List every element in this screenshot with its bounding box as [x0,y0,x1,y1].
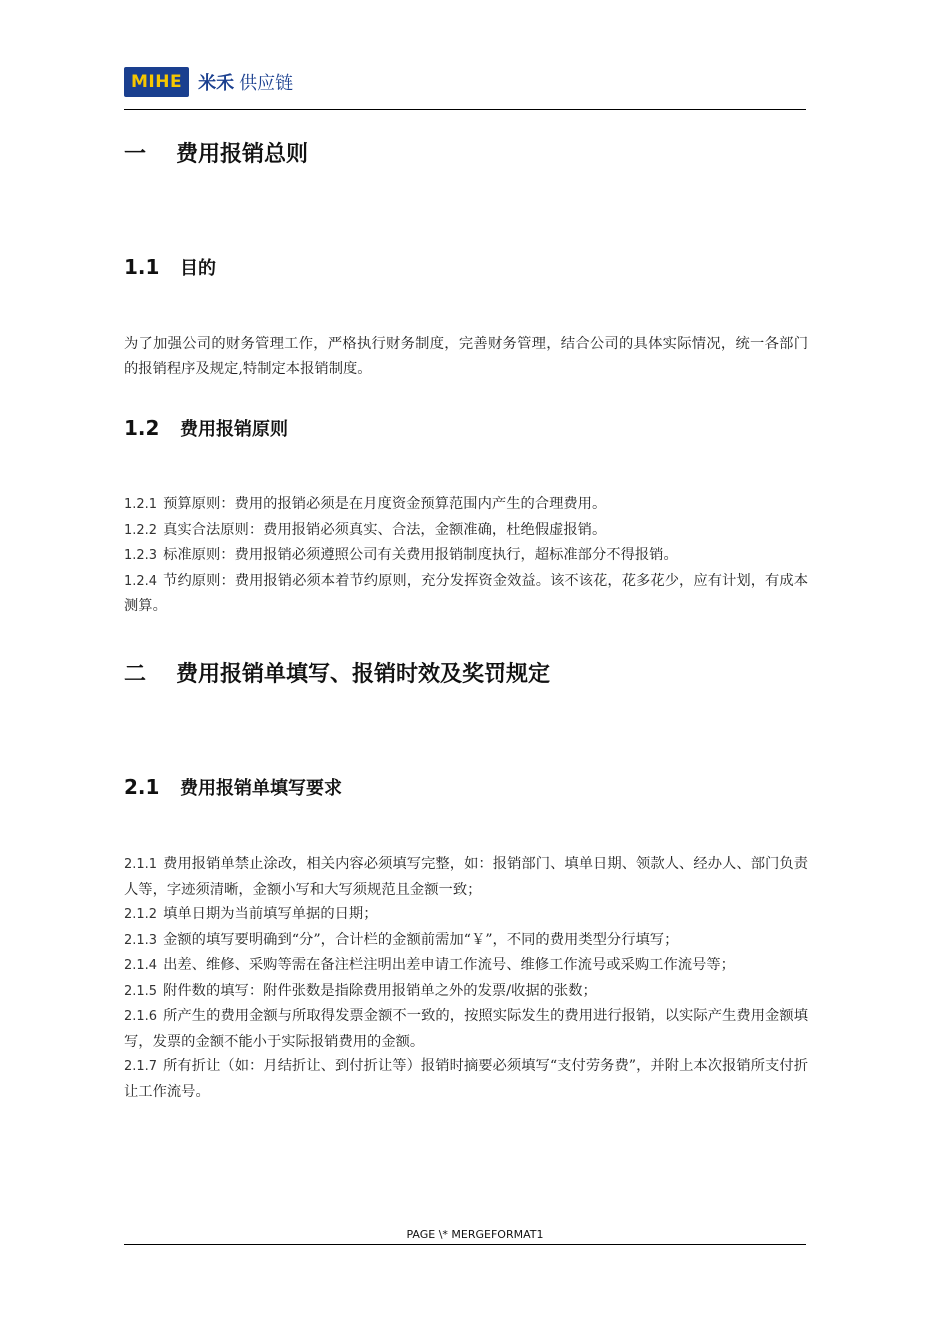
list-item: 2.1.1 费用报销单禁止涂改，相关内容必须填写完整，如：报销部门、填单日期、领款人、经办人、部门负责人等，字迹须清晰，金额小写和大写须规范且金额一致； [124,856,808,898]
heading-title: 费用报销原则 [180,419,288,440]
heading-1-2 [124,415,288,441]
paragraph-purpose: 为了加强公司的财务管理工作，严格执行财务制度，完善财务管理，结合公司的具体实际情况，统一各部门的报销程序及规定,特制定本报销制度。 [124,336,808,377]
heading-2-1 [124,774,342,800]
list-item: 2.1.4 出差、维修、采购等需在备注栏注明出差申请工作流号、维修工作流号或采购工作流号等； [124,957,735,973]
heading-number: 二 [124,662,147,687]
list-item: 1.2.1 预算原则：费用的报销必须是在月度资金预算范围内产生的合理费用。 [124,496,607,512]
list-item: 2.1.7 所有折让（如：月结折让、到付折让等）报销时摘要必须填写“支付劳务费”，并附上本次报销所支付折让工作流号。 [124,1058,808,1100]
heading-section-1 [124,137,308,168]
heading-number: 1.1 [124,255,160,279]
logo-mark: MIHE [124,67,189,97]
heading-number: 1.2 [124,416,160,440]
header-logo [124,64,293,100]
requirements-list [124,852,808,1104]
header-divider [124,109,806,110]
footer-divider [124,1244,806,1245]
list-item: 1.2.4 节约原则：费用报销必须本着节约原则，充分发挥资金效益。该不该花，花多花少，应有计划，有成本测算。 [124,572,808,614]
logo-text-bold: 米禾 [198,73,235,94]
principles-list [124,492,808,619]
heading-section-2 [124,657,550,688]
heading-title: 费用报销单填写要求 [180,778,342,799]
heading-number: 2.1 [124,775,160,799]
heading-title: 费用报销总则 [176,142,309,167]
list-item: 2.1.2 填单日期为当前填写单据的日期； [124,906,378,922]
heading-1-1 [124,254,216,280]
heading-title: 费用报销单填写、报销时效及奖罚规定 [176,662,551,687]
list-item: 2.1.6 所产生的费用金额与所取得发票金额不一致的，按照实际发生的费用进行报销，以实际产生费用金额填写，发票的金额不能小于实际报销费用的金额。 [124,1008,808,1050]
list-item: 1.2.2 真实合法原则：费用报销必须真实、合法，金额准确，杜绝假虚报销。 [124,521,607,538]
heading-title: 目的 [180,258,216,279]
footer-page-field: PAGE \* MERGEFORMAT1 [406,1228,544,1241]
heading-number: 一 [124,142,147,167]
list-item: 2.1.5 附件数的填写：附件张数是指除费用报销单之外的发票/收据的张数； [124,982,597,999]
list-item: 1.2.3 标准原则：费用报销必须遵照公司有关费用报销制度执行，超标准部分不得报销。 [124,547,678,563]
list-item: 2.1.3 金额的填写要明确到“分”，合计栏的金额前需加“￥”，不同的费用类型分行填写； [124,931,679,948]
logo-text [198,69,293,95]
logo-text-light: 供应链 [239,73,294,94]
